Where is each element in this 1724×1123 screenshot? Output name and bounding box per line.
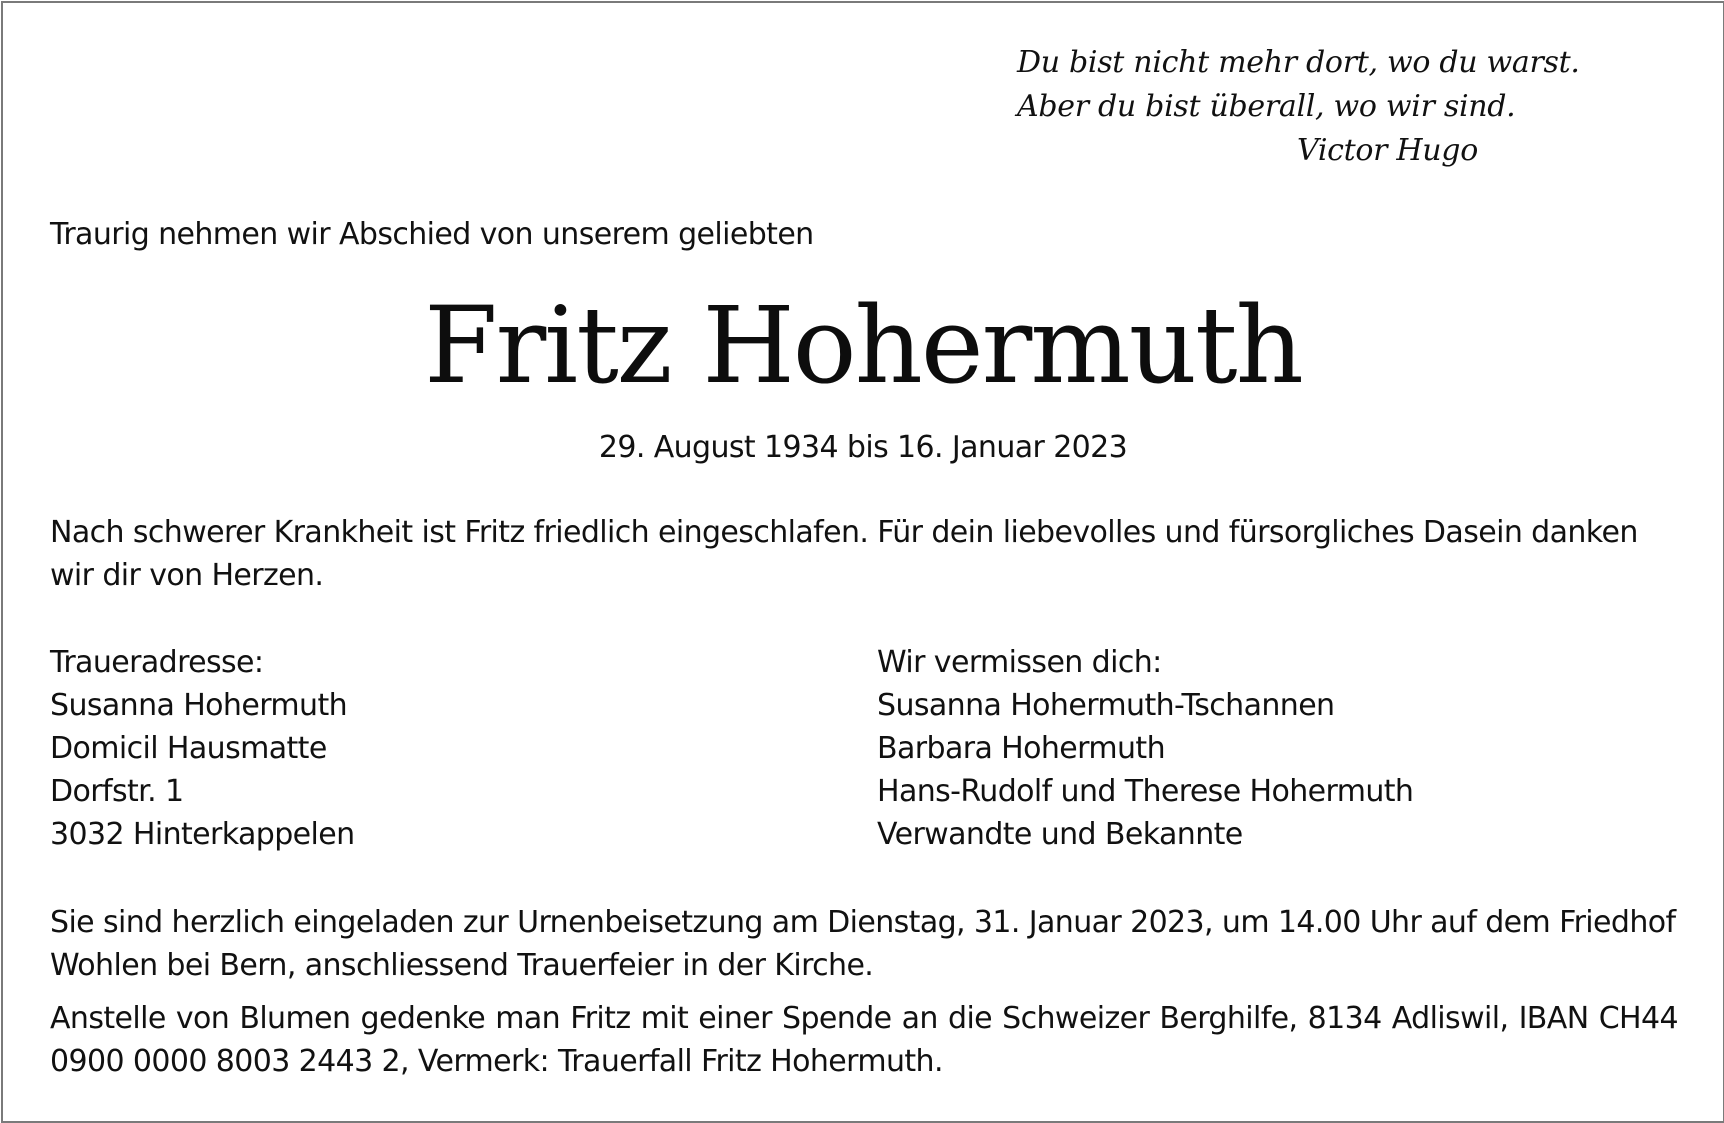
- quote-line-2: Aber du bist überall, wo wir sind.: [1017, 89, 1516, 124]
- mourner-name: Barbara Hohermuth: [877, 731, 1165, 766]
- mourning-address-line: Dorfstr. 1: [50, 774, 184, 809]
- ceremony-invitation: Sie sind herzlich eingeladen zur Urnenbeisetzung am Dienstag, 31. Januar 2023, um 14.00 Uhr auf dem Friedhof Wohlen bei Bern, anschliessend Trauerfeier in der Kirche.: [50, 905, 1676, 983]
- farewell-paragraph: Nach schwerer Krankheit ist Fritz friedlich eingeschlafen. Für dein liebevolles und fürsorgliches Dasein danken wir dir von Herzen.: [50, 515, 1638, 593]
- mourning-address-name: Susanna Hohermuth: [50, 688, 348, 723]
- life-dates: 29. August 1934 bis 16. Januar 2023: [598, 430, 1128, 465]
- deceased-name: Fritz Hohermuth: [424, 284, 1302, 407]
- mourners-list: [877, 641, 1413, 856]
- mourner-name: Hans-Rudolf und Therese Hohermuth: [877, 774, 1414, 809]
- quote-author: Victor Hugo: [1297, 133, 1478, 168]
- mourners-heading: Wir vermissen dich:: [877, 645, 1162, 680]
- mourning-address-heading: Traueradresse:: [50, 645, 264, 680]
- mourning-address: [50, 641, 355, 856]
- mourning-address-line: 3032 Hinterkappelen: [50, 817, 355, 852]
- quote-line-1: Du bist nicht mehr dort, wo du warst.: [1017, 45, 1580, 80]
- mourner-name: Verwandte und Bekannte: [877, 817, 1243, 852]
- donation-note: Anstelle von Blumen gedenke man Fritz mit einer Spende an die Schweizer Berghilfe, 8134 Adliswil, IBAN CH44 0900 0000 8003 2443 2, Vermerk: Trauerfall Fritz Hohermuth.: [50, 1001, 1678, 1079]
- mourning-address-line: Domicil Hausmatte: [50, 731, 327, 766]
- intro-text: Traurig nehmen wir Abschied von unserem geliebten: [50, 217, 814, 252]
- obituary-notice: [1, 1, 1724, 1123]
- mourner-name: Susanna Hohermuth-Tschannen: [877, 688, 1335, 723]
- epigraph-quote: [1017, 41, 1580, 173]
